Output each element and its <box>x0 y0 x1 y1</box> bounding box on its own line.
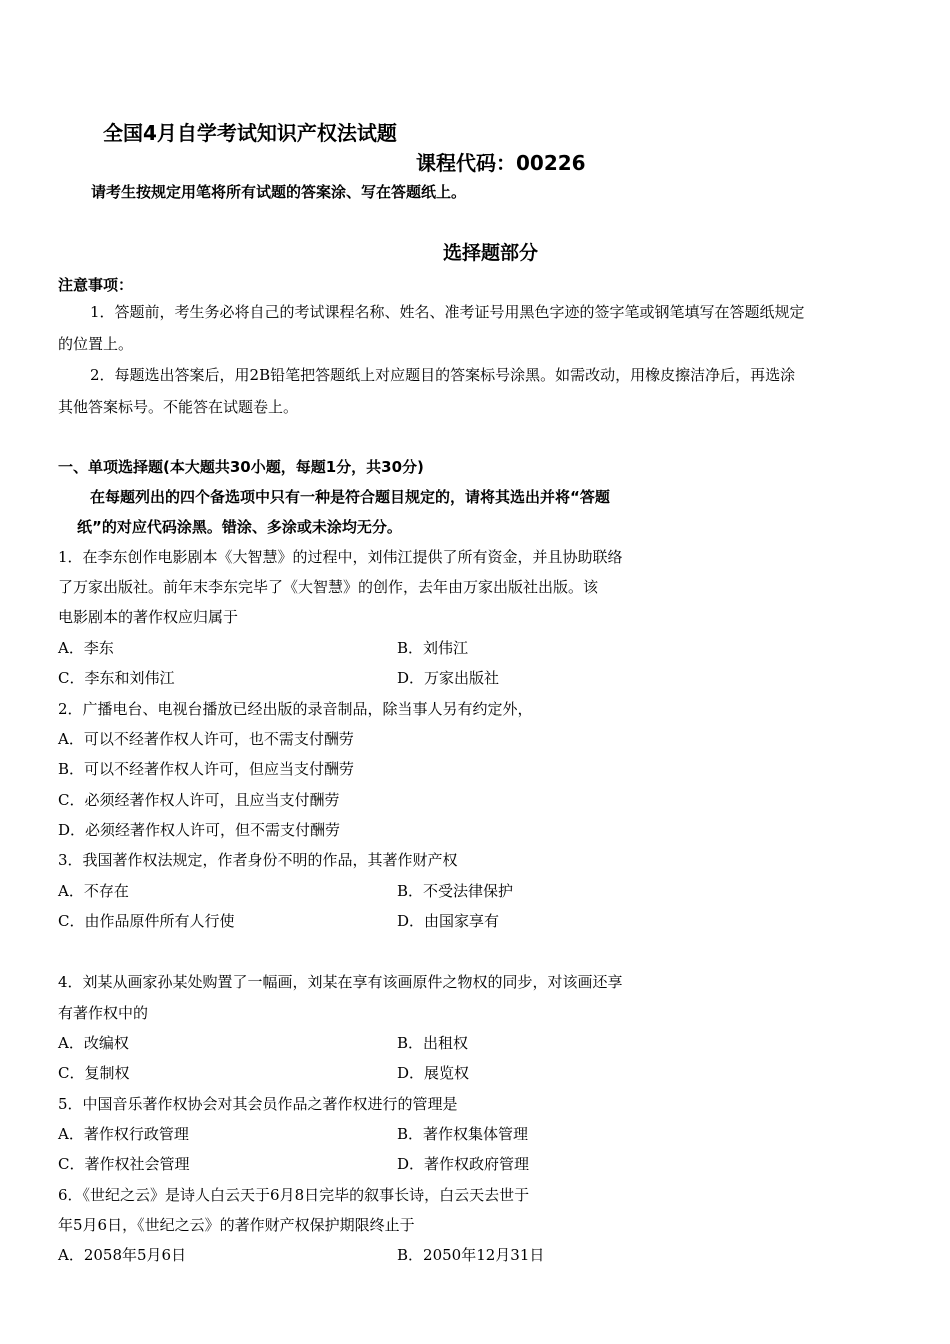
section-title: 选择题部分 <box>443 242 539 264</box>
q2-stem: 2．广播电台、电视台播放已经出版的录音制品，除当事人另有约定外， <box>58 700 533 718</box>
notes-heading: 注意事项： <box>58 276 134 294</box>
q4-stem-line1: 4．刘某从画家孙某处购置了一幅画，刘某在享有该画原件之物权的同步，对该画还享 <box>58 973 623 991</box>
q2-option-c: C．必须经著作权人许可，且应当支付酬劳 <box>58 791 340 809</box>
q6-option-a: A．2058年5月6日 <box>58 1246 187 1264</box>
q1-stem-line2: 了万家出版社。前年末李东完毕了《大智慧》的创作，去年由万家出版社出版。该 <box>58 578 599 596</box>
q3-option-c: C．由作品原件所有人行使 <box>58 912 235 930</box>
exam-title: 全国4月自学考试知识产权法试题 <box>103 121 397 145</box>
q1-stem-line1: 1．在李东创作电影剧本《大智慧》的过程中，刘伟江提供了所有资金，并且协助联络 <box>58 548 623 566</box>
q1-option-d: D．万家出版社 <box>397 669 500 687</box>
part1-desc-line2: 纸”的对应代码涂黑。错涂、多涂或未涂均无分。 <box>77 518 402 536</box>
q4-option-a: A．改编权 <box>58 1034 129 1052</box>
q6-stem-line1: 6．《世纪之云》是诗人白云天于6月8日完毕的叙事长诗，白云天去世于 <box>58 1186 530 1204</box>
q6-option-b: B．2050年12月31日 <box>397 1246 545 1264</box>
q2-option-b: B．可以不经著作权人许可，但应当支付酬劳 <box>58 760 355 778</box>
q3-stem: 3．我国著作权法规定，作者身份不明的作品，其著作财产权 <box>58 851 458 869</box>
q3-option-d: D．由国家享有 <box>397 912 500 930</box>
q1-option-c: C．李东和刘伟江 <box>58 669 175 687</box>
q1-option-a: A．李东 <box>58 639 114 657</box>
q2-option-d: D．必须经著作权人许可，但不需支付酬劳 <box>58 821 341 839</box>
q5-option-a: A．著作权行政管理 <box>58 1125 189 1143</box>
q5-stem: 5．中国音乐著作权协会对其会员作品之著作权进行的管理是 <box>58 1095 458 1113</box>
q2-option-a: A．可以不经著作权人许可，也不需支付酬劳 <box>58 730 354 748</box>
q4-stem-line2: 有著作权中的 <box>58 1004 149 1022</box>
course-code: 课程代码：00226 <box>416 151 586 175</box>
q5-option-d: D．著作权政府管理 <box>397 1155 530 1173</box>
note-1-line2: 的位置上。 <box>58 335 134 353</box>
q4-option-b: B．出租权 <box>397 1034 469 1052</box>
q4-option-c: C．复制权 <box>58 1064 130 1082</box>
q5-option-c: C．著作权社会管理 <box>58 1155 190 1173</box>
note-1-line1: 1．答题前，考生务必将自己的考试课程名称、姓名、准考证号用黑色字迹的签字笔或钢笔填写在答题纸规定 <box>90 303 805 321</box>
q1-option-b: B．刘伟江 <box>397 639 469 657</box>
note-2-line1: 2．每题选出答案后，用2B铅笔把答题纸上对应题目的答案标号涂黑。如需改动，用橡皮擦洁净后，再选涂 <box>90 366 796 384</box>
q5-option-b: B．著作权集体管理 <box>397 1125 529 1143</box>
part1-desc-line1: 在每题列出的四个备选项中只有一种是符合题目规定的，请将其选出并将“答题 <box>90 488 610 506</box>
q3-option-a: A．不存在 <box>58 882 129 900</box>
q4-option-d: D．展览权 <box>397 1064 470 1082</box>
part1-heading: 一、单项选择题(本大题共30小题，每题1分，共30分) <box>58 458 424 476</box>
q1-stem-line3: 电影剧本的著作权应归属于 <box>58 608 239 626</box>
answer-instruction: 请考生按规定用笔将所有试题的答案涂、写在答题纸上。 <box>91 183 467 201</box>
q3-option-b: B．不受法律保护 <box>397 882 514 900</box>
q6-stem-line2: 年5月6日，《世纪之云》的著作财产权保护期限终止于 <box>58 1216 415 1234</box>
note-2-line2: 其他答案标号。不能答在试题卷上。 <box>58 398 299 416</box>
